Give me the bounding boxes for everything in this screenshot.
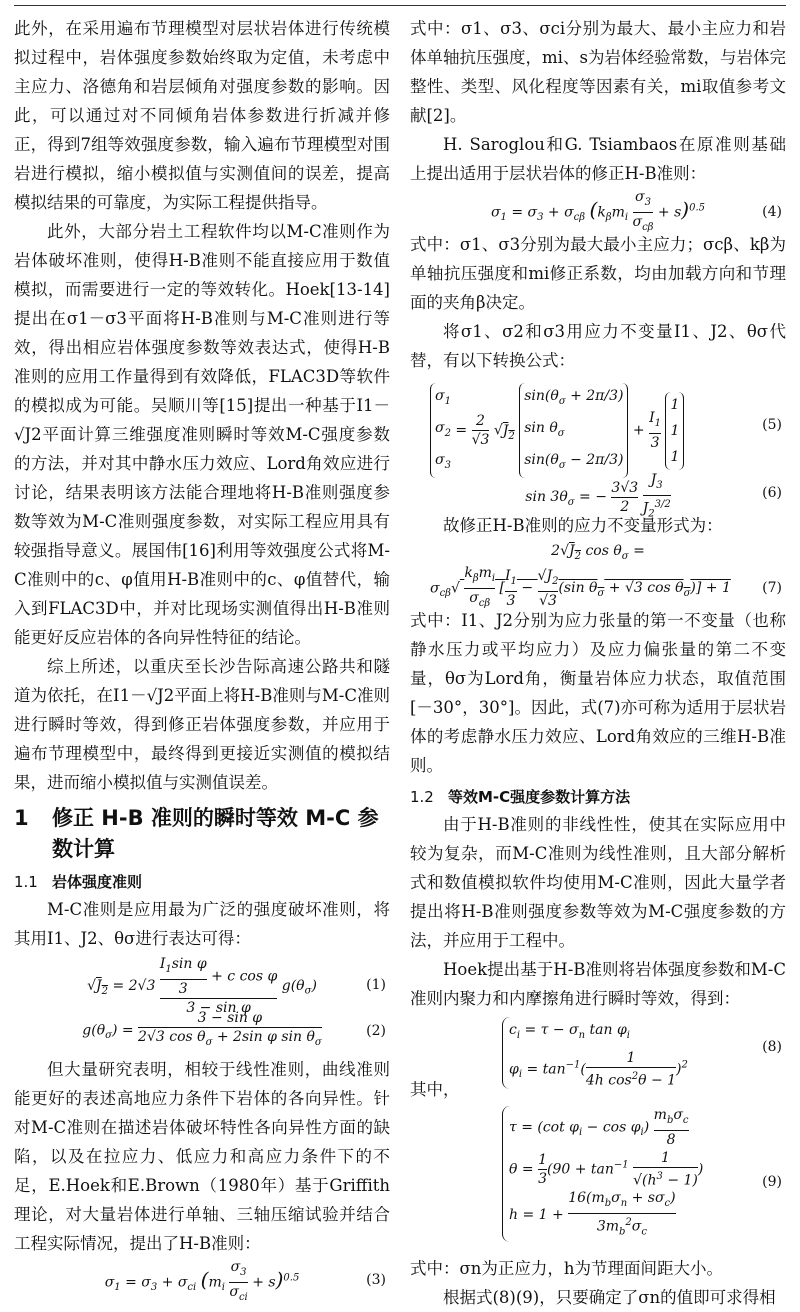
equation-number: (3): [366, 1272, 386, 1288]
subsection-title: 岩体强度准则: [52, 873, 143, 891]
section-heading: [14, 803, 390, 865]
paragraph: 式中：σn为正应力，h为节理面间距大小。: [410, 1259, 724, 1278]
paragraph: 其中，: [410, 1080, 460, 1099]
section-title-line1: 修正 H-B 准则的瞬时等效 M-C 参: [52, 806, 379, 830]
equation-7: $2√J_2$ $\cos \theta_\sigma$ = $\sigma_{c\beta}√$ $\frac{k_\beta m_i}{\sigma_{c\beta}}$ [ $\frac{I_1}{3}$ − $\frac{√J_2}{√3}$ (sin $\theta_\sigma + √3$ $\cos \theta_\sigma)] + 1$ (7): [410, 540, 786, 606]
equation-number: (7): [762, 580, 782, 596]
paragraph: 式中：σ1、σ3、σci分别为最大、最小主应力和岩体单轴抗压强度，mi、s为岩体经验常数，与岩体完整性、类型、风化程度等因素有关，mi取值参考文献[2]。: [410, 19, 786, 125]
equation-6: $\sin 3\theta_\sigma$ = − $\frac{3√3}{2}$ $\frac{J_3}{J_2^{3/2}}$ (6): [410, 471, 786, 511]
paragraph: 由于H-B准则的非线性性，使其在实际应用中较为复杂，而M-C准则为线性准则，且大部分解析式和数值模拟软件均使用M-C准则，因此大量学者提出将H-B准则强度参数等效为M-C强度参数的方法，并应用于工程中。: [410, 815, 786, 950]
right-column: [410, 14, 786, 1312]
equation-number: (6): [762, 485, 782, 501]
paragraph: 故修正H-B准则的应力不变量形式为：: [443, 516, 723, 535]
paragraph: 综上所述，以重庆至长沙告际高速公路共和隧道为依托，在I1－√J2平面上将H-B准则与M-C准则进行瞬时等效，得到修正岩体强度参数，并应用于遍布节理模型中，最终得到更接近实测值的模拟结果，进而缩小模拟值与实测值误差。: [14, 657, 390, 792]
paragraph: 式中：σ1、σ3分别为最大最小主应力；σcβ、kβ为单轴抗压强度和mi修正系数，均由加载方向和节理面的夹角β决定。: [410, 235, 786, 312]
equation-number: (4): [762, 204, 782, 220]
paragraph: Hoek提出基于H-B准则将岩体强度参数和M-C准则内聚力和内摩擦角进行瞬时等效，得到：: [410, 960, 786, 1008]
equation-number: (9): [762, 1174, 782, 1190]
equation-4: $\sigma_1 = \sigma_3 + \sigma_{c\beta}$ ($k_\beta m_i$ $\frac{\sigma_3}{\sigma_{c\beta}}$ + s)$^{0.5}$ (4): [410, 188, 786, 230]
subsection-number: 1.2: [410, 788, 434, 806]
section-title-line2: 数计算: [52, 837, 115, 861]
equation-number: (5): [762, 417, 782, 433]
equation-number: (2): [366, 1023, 386, 1039]
subsection-number: 1.1: [14, 873, 38, 891]
equation-5: $\sigma_1$ $\sigma_2$ $\sigma_3$ = $\frac{2}{√3}$ $√J_2$ $\sin(\theta_\sigma + 2\pi/3)$ $\sin \theta_\sigma$ $\sin(\theta_\sigma - 2\pi/3)$ + $\frac{I_1}{3}$ 1 1 1 (5): [410, 375, 786, 471]
subsection-heading: [14, 869, 390, 895]
section-number: 1: [14, 806, 29, 830]
equation-3: $\sigma_1 = \sigma_3 + \sigma_{ci}$ ($m_i$ $\frac{\sigma_3}{\sigma_{ci}}$ + s)$^{0.5}$ (3): [14, 1258, 390, 1298]
equation-number: (1): [366, 977, 386, 993]
left-column: [14, 14, 390, 1303]
subsection-title: 等效M-C强度参数计算方法: [448, 788, 631, 806]
equation-1: $√J_2 = 2√3$ $\frac{I_1\sin \varphi}{3}$ + c cos φ 3 − sin φ $g(\theta_\sigma)$ (1): [87, 956, 386, 1016]
subsection-heading: [410, 784, 786, 810]
paragraph: 式中：I1、J2分别为应力张量的第一不变量（也称静水压力或平均应力）及应力偏张量的第二不变量，θσ为Lord角，衡量岩体应力状态，取值范围[－30°，30°]。因此，式(7)亦可称为适用于层状岩体的考虑静水压力效应、Lord角效应的三维H-B准则。: [410, 611, 786, 775]
paragraph: 此外，大部分岩土工程软件均以M-C准则作为岩体破坏准则，使得H-B准则不能直接应用于数值模拟，而需要进行一定的等效转化。Hoek[13-14]提出在σ1－σ3平面将H-B准则与M-C准则进行等效，得出相应岩体强度参数等效表达式，使得H-B准则的应用工作量得到有效降低，FLAC3D等软件的模拟成为可能。吴顺川等[15]提出一种基于I1－√J2平面计算三维强度准则瞬时等效M-C强度参数的方法，并对其中静水压力效应、Lord角效应进行讨论，结果表明该方法能合理地将H-B准则强度参数等效为M-C准则强度参数，对实际工程应用具有较强指导意义。展国伟[16]利用等效强度公式将M-C准则中的c、φ值用H-B准则中的c、φ值替代，输入到FLAC3D中，并对比现场实测值得出H-B准则能更好反应岩体的各向异性特征的结论。: [14, 222, 390, 647]
paragraph: H. Saroglou和G. Tsiambaos在原准则基础上提出适用于层状岩体的修正H-B准则：: [410, 135, 786, 183]
paragraph: 但大量研究表明，相较于线性准则，曲线准则能更好的表述高地应力条件下岩体的各向异性。针对M-C准则在描述岩体破坏特性各向异性方面的缺陷，以及在拉应力、低应力和高应力条件下的不足，E.Hoek和E.Brown（1980年）基于Griffith理论，对大量岩体进行单轴、三轴压缩试验并结合工程实际情况，提出了H-B准则：: [14, 1060, 390, 1253]
equation-2: $g(\theta_\sigma)$ = $\frac{\text{3 − sin φ}}{2√3 \cos \theta_\sigma + 2\sin \varphi \sin \theta_\sigma}$ (2): [14, 1009, 390, 1055]
paragraph: 根据式(8)(9)，只要确定了σn的值即可求得相: [443, 1288, 776, 1307]
header-rule: [14, 5, 786, 6]
paragraph: 此外，在采用遍布节理模型对层状岩体进行传统模拟过程中，岩体强度参数始终取为定值，未考虑中主应力、洛德角和岩层倾角对强度参数的影响。因此，可以通过对不同倾角岩体参数进行折减并修正，得到7组等效强度参数，输入遍布节理模型对围岩进行模拟，缩小模拟值与实测值间的误差，提高模拟结果的可靠度，为实际工程提供指导。: [14, 19, 390, 212]
paragraph: 将σ1、σ2和σ3用应力不变量I1、J2、θσ代替，有以下转换公式：: [410, 322, 786, 370]
paragraph: M-C准则是应用最为广泛的强度破坏准则，将其用I1、J2、θσ进行表达可得：: [14, 900, 390, 948]
equation-8: $c_i = \tau - \sigma_n$ $\tan \varphi_i$ $\varphi_i = \tan^{-1}$( $\frac{1}{4h \cos^2\theta - 1}$ )$^2$ (8): [410, 1013, 786, 1075]
equation-number: (8): [762, 1039, 782, 1055]
equation-9: τ = (cot $\varphi_i - \cos \varphi_i$) $\frac{m_b\sigma_c}{8}$ θ = $\frac{1}{3}$ ($90 + \tan^{-1}$ $\frac{1}{√(h^3 - 1)}$ ) h = 1 + $\frac{16(m_b\sigma_n + s\sigma_c)}{3m_b^2\sigma_c}$ (9): [410, 1104, 786, 1254]
